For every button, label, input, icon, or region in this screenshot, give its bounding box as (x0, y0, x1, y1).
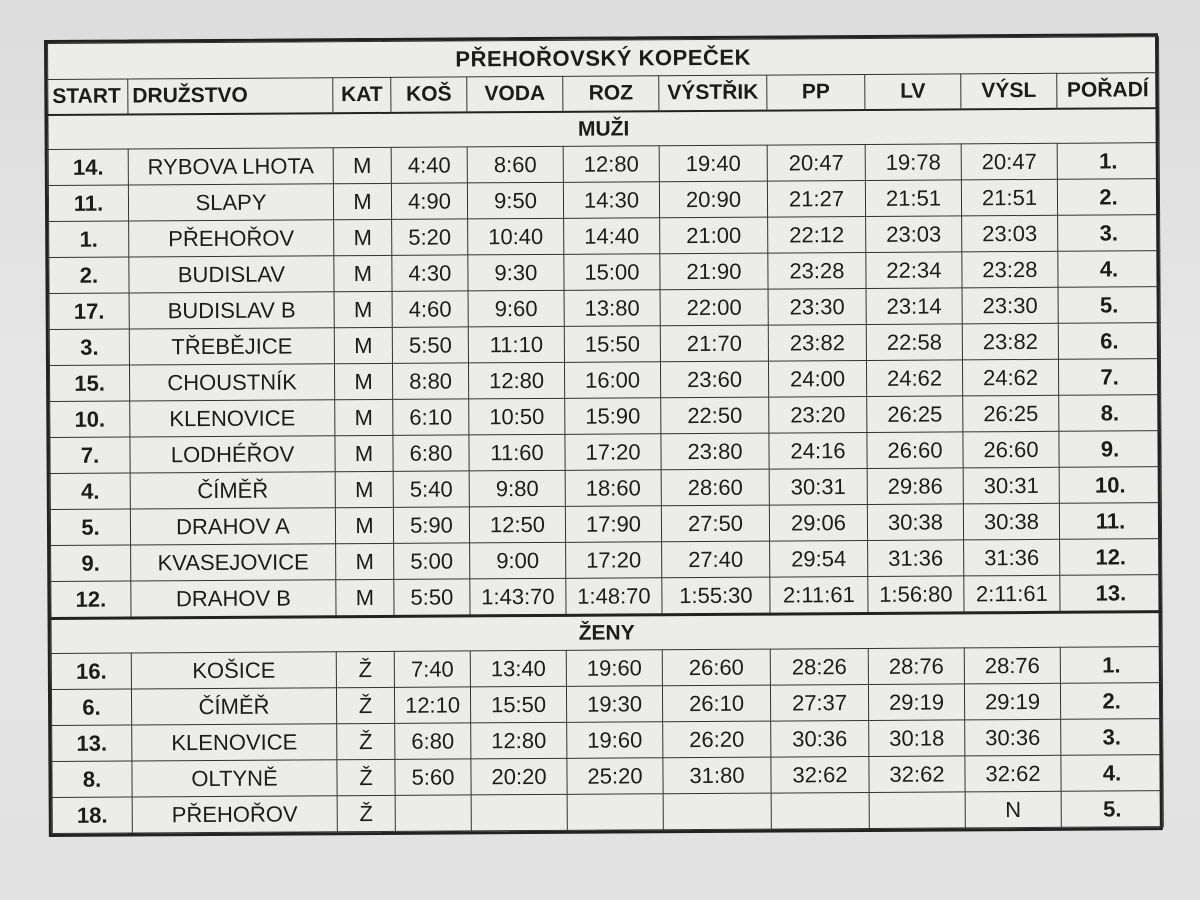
cell-lv (869, 792, 965, 829)
cell-vysl: 32:62 (965, 755, 1061, 792)
header-lv: LV (865, 74, 961, 110)
cell-kat: M (335, 435, 393, 471)
cell-vysl: 30:38 (963, 503, 1059, 540)
cell-vystrik: 23:80 (661, 433, 769, 470)
cell-kat: M (334, 291, 392, 327)
cell-vystrik: 26:10 (662, 685, 770, 722)
cell-vystrik: 20:90 (659, 181, 767, 218)
cell-vystrik: 26:20 (663, 721, 771, 758)
cell-voda: 10:40 (468, 218, 564, 255)
cell-vysl: 31:36 (964, 539, 1060, 576)
cell-roz: 19:30 (566, 686, 662, 723)
cell-start: 3. (49, 329, 129, 365)
cell-voda: 11:60 (469, 434, 565, 471)
cell-kos: 8:80 (392, 363, 468, 399)
cell-kos: 4:90 (391, 183, 467, 219)
cell-pp: 24:16 (769, 432, 867, 469)
cell-vysl: 23:28 (962, 251, 1058, 288)
cell-kat: M (335, 399, 393, 435)
cell-pp: 29:54 (770, 540, 868, 577)
cell-vysl: 23:30 (962, 287, 1058, 324)
cell-voda: 12:80 (468, 362, 564, 399)
cell-poradi: 12. (1060, 539, 1162, 576)
cell-vysl: 28:76 (964, 647, 1060, 684)
header-start: START (48, 79, 128, 115)
cell-roz: 1:48:70 (566, 578, 662, 616)
cell-poradi: 9. (1059, 431, 1161, 468)
cell-pp: 30:36 (771, 720, 869, 757)
cell-team: KVASEJOVICE (131, 544, 336, 581)
cell-start: 9. (51, 545, 131, 581)
cell-vystrik: 22:50 (661, 397, 769, 434)
cell-vystrik: 27:50 (661, 505, 769, 542)
cell-team: KLENOVICE (130, 400, 335, 437)
cell-pp: 23:20 (769, 396, 867, 433)
cell-start: 17. (49, 293, 129, 329)
cell-lv: 22:58 (866, 324, 962, 361)
cell-team: PŘEHOŘOV (132, 796, 337, 833)
cell-team: BUDISLAV B (129, 292, 334, 329)
cell-kos: 6:80 (395, 723, 471, 759)
cell-roz: 17:90 (565, 506, 661, 543)
cell-roz: 15:50 (564, 326, 660, 363)
cell-start: 10. (50, 401, 130, 437)
cell-kos: 5:20 (392, 219, 468, 255)
cell-lv: 26:25 (867, 396, 963, 433)
section-label-zeny: ŽENY (51, 612, 1162, 654)
cell-start: 16. (51, 653, 131, 689)
cell-pp: 23:82 (768, 324, 866, 361)
cell-team: CHOUSTNÍK (129, 364, 334, 401)
cell-poradi: 5. (1061, 791, 1163, 828)
cell-pp: 24:00 (768, 360, 866, 397)
cell-pp: 29:06 (769, 504, 867, 541)
cell-poradi: 8. (1059, 395, 1161, 432)
cell-kos: 5:40 (393, 471, 469, 507)
header-roz: ROZ (563, 76, 659, 112)
header-vystrik: VÝSTŘIK (659, 75, 767, 111)
cell-vysl: 23:03 (962, 215, 1058, 252)
cell-vysl: 29:19 (964, 683, 1060, 720)
cell-kat: M (334, 363, 392, 399)
cell-vystrik: 19:40 (659, 145, 767, 182)
cell-vysl: N (965, 791, 1061, 828)
cell-start: 2. (49, 257, 129, 293)
header-kat: KAT (333, 77, 391, 113)
cell-team: ČÍMĚŘ (130, 472, 335, 509)
cell-kat: M (336, 543, 394, 579)
cell-vystrik: 22:00 (660, 289, 768, 326)
cell-kat: Ž (337, 723, 395, 759)
cell-vystrik: 28:60 (661, 469, 769, 506)
cell-kat: Ž (336, 687, 394, 723)
cell-pp: 23:30 (768, 288, 866, 325)
cell-kos: 6:80 (393, 435, 469, 471)
cell-kos (395, 795, 471, 831)
cell-roz: 17:20 (565, 434, 661, 471)
cell-roz: 15:00 (564, 254, 660, 291)
cell-pp: 23:28 (768, 252, 866, 289)
cell-voda: 9:30 (468, 254, 564, 291)
cell-poradi: 7. (1058, 359, 1160, 396)
cell-start: 11. (48, 185, 128, 221)
cell-team: KOŠICE (131, 652, 336, 689)
cell-start: 13. (52, 725, 132, 761)
cell-pp: 28:26 (770, 648, 868, 685)
cell-lv: 23:03 (866, 216, 962, 253)
cell-voda: 9:80 (469, 470, 565, 507)
cell-team: LODHÉŘOV (130, 436, 335, 473)
cell-kos: 5:00 (394, 543, 470, 579)
cell-kat: M (333, 183, 391, 219)
results-body (48, 108, 1163, 833)
cell-voda: 12:80 (471, 722, 567, 759)
cell-lv: 22:34 (866, 252, 962, 289)
cell-lv: 24:62 (866, 360, 962, 397)
cell-voda: 20:20 (471, 758, 567, 795)
cell-pp: 27:37 (770, 684, 868, 721)
cell-poradi: 13. (1060, 575, 1162, 613)
cell-vysl: 21:51 (961, 179, 1057, 216)
cell-kos: 7:40 (394, 651, 470, 687)
cell-kat: M (334, 255, 392, 291)
cell-start: 4. (50, 473, 130, 509)
cell-vystrik: 21:00 (660, 217, 768, 254)
cell-start: 1. (49, 221, 129, 257)
cell-vysl: 26:60 (963, 431, 1059, 468)
cell-vysl: 24:62 (962, 359, 1058, 396)
cell-team: DRAHOV B (131, 580, 336, 618)
cell-poradi: 6. (1058, 323, 1160, 360)
cell-vysl: 23:82 (962, 323, 1058, 360)
cell-start: 5. (50, 509, 130, 545)
cell-vysl: 2:11:61 (964, 575, 1060, 613)
cell-lv: 26:60 (867, 432, 963, 469)
header-kos: KOŠ (391, 77, 467, 113)
section-label-muzi: MUŽI (48, 108, 1159, 149)
cell-team: SLAPY (128, 184, 333, 221)
cell-pp: 30:31 (769, 468, 867, 505)
cell-kos: 4:30 (392, 255, 468, 291)
document-title: PŘEHOŘOVSKÝ KOPEČEK (48, 37, 1159, 80)
cell-lv: 21:51 (865, 180, 961, 217)
cell-lv: 30:38 (867, 504, 963, 541)
results-sheet (44, 33, 1163, 837)
header-team: DRUŽSTVO (128, 78, 333, 115)
cell-poradi: 2. (1060, 683, 1162, 720)
cell-pp (771, 792, 869, 829)
cell-vysl: 30:31 (963, 467, 1059, 504)
cell-team: BUDISLAV (129, 256, 334, 293)
cell-team: RYBOVA LHOTA (128, 148, 333, 185)
cell-vysl: 26:25 (963, 395, 1059, 432)
cell-poradi: 11. (1059, 503, 1161, 540)
cell-pp: 2:11:61 (770, 576, 868, 614)
cell-lv: 30:18 (869, 720, 965, 757)
cell-lv: 19:78 (865, 144, 961, 181)
cell-roz: 14:40 (564, 218, 660, 255)
cell-roz: 12:80 (563, 146, 659, 183)
cell-voda: 9:00 (470, 542, 566, 579)
cell-voda: 12:50 (469, 506, 565, 543)
cell-pp: 22:12 (768, 216, 866, 253)
cell-voda: 11:10 (468, 326, 564, 363)
cell-kos: 6:10 (393, 399, 469, 435)
cell-voda: 8:60 (467, 146, 563, 183)
header-pp: PP (767, 74, 865, 110)
cell-start: 18. (52, 797, 132, 833)
cell-poradi: 10. (1059, 467, 1161, 504)
cell-roz: 19:60 (566, 650, 662, 687)
table-row (52, 791, 1163, 834)
header-poradi: POŘADÍ (1057, 73, 1159, 109)
cell-roz: 25:20 (567, 758, 663, 795)
header-voda: VODA (467, 76, 563, 112)
cell-vystrik: 23:60 (660, 361, 768, 398)
cell-lv: 31:36 (868, 540, 964, 577)
cell-kat: Ž (337, 759, 395, 795)
cell-roz: 19:60 (567, 722, 663, 759)
cell-kat: M (335, 507, 393, 543)
cell-poradi: 1. (1060, 647, 1162, 684)
cell-lv: 1:56:80 (868, 576, 964, 614)
cell-pp: 32:62 (771, 756, 869, 793)
cell-lv: 29:86 (867, 468, 963, 505)
header-vysl: VÝSL (961, 73, 1057, 109)
cell-vystrik: 21:70 (660, 325, 768, 362)
cell-roz: 17:20 (566, 542, 662, 579)
cell-start: 8. (52, 761, 132, 797)
cell-team: ČÍMĚŘ (131, 688, 336, 725)
cell-lv: 23:14 (866, 288, 962, 325)
cell-pp: 20:47 (767, 144, 865, 181)
cell-vystrik: 31:80 (663, 757, 771, 794)
cell-kos: 4:60 (392, 291, 468, 327)
cell-poradi: 3. (1061, 719, 1163, 756)
cell-kat: Ž (336, 651, 394, 687)
cell-start: 7. (50, 437, 130, 473)
cell-start: 15. (49, 365, 129, 401)
cell-start: 12. (51, 581, 131, 618)
cell-lv: 28:76 (868, 648, 964, 685)
cell-kat: Ž (337, 795, 395, 831)
cell-poradi: 3. (1058, 215, 1160, 252)
cell-poradi: 4. (1058, 251, 1160, 288)
cell-lv: 32:62 (869, 756, 965, 793)
cell-team: KLENOVICE (132, 724, 337, 761)
cell-kos: 5:60 (395, 759, 471, 795)
cell-voda: 13:40 (470, 650, 566, 687)
cell-vysl: 30:36 (965, 719, 1061, 756)
results-table (47, 36, 1164, 834)
cell-roz: 16:00 (564, 362, 660, 399)
cell-roz: 15:90 (565, 398, 661, 435)
cell-voda: 9:50 (467, 182, 563, 219)
cell-voda: 10:50 (469, 398, 565, 435)
cell-kat: M (333, 147, 391, 183)
cell-voda: 15:50 (470, 686, 566, 723)
cell-poradi: 4. (1061, 755, 1163, 792)
cell-start: 14. (48, 149, 128, 185)
cell-kos: 12:10 (394, 687, 470, 723)
cell-vystrik: 21:90 (660, 253, 768, 290)
cell-team: DRAHOV A (130, 508, 335, 545)
cell-team: PŘEHOŘOV (129, 220, 334, 257)
cell-kos: 4:40 (391, 147, 467, 183)
cell-kos: 5:50 (392, 327, 468, 363)
cell-kos: 5:50 (394, 579, 470, 616)
cell-kat: M (335, 471, 393, 507)
cell-kos: 5:90 (393, 507, 469, 543)
cell-team: TŘEBĚJICE (129, 328, 334, 365)
cell-vystrik: 1:55:30 (662, 577, 770, 615)
cell-team: OLTYNĚ (132, 760, 337, 797)
cell-roz: 13:80 (564, 290, 660, 327)
cell-vystrik: 27:40 (662, 541, 770, 578)
cell-start: 6. (51, 689, 131, 725)
cell-kat: M (334, 219, 392, 255)
cell-pp: 21:27 (767, 180, 865, 217)
cell-vystrik: 26:60 (662, 649, 770, 686)
cell-vysl: 20:47 (961, 143, 1057, 180)
cell-kat: M (334, 327, 392, 363)
cell-lv: 29:19 (868, 684, 964, 721)
cell-roz: 18:60 (565, 470, 661, 507)
cell-vystrik (663, 793, 771, 830)
cell-roz (567, 794, 663, 831)
cell-poradi: 1. (1057, 143, 1159, 180)
cell-poradi: 2. (1057, 179, 1159, 216)
cell-kat: M (336, 579, 394, 616)
cell-poradi: 5. (1058, 287, 1160, 324)
cell-voda: 1:43:70 (470, 578, 566, 616)
cell-voda: 9:60 (468, 290, 564, 327)
cell-roz: 14:30 (563, 182, 659, 219)
cell-voda (471, 794, 567, 831)
